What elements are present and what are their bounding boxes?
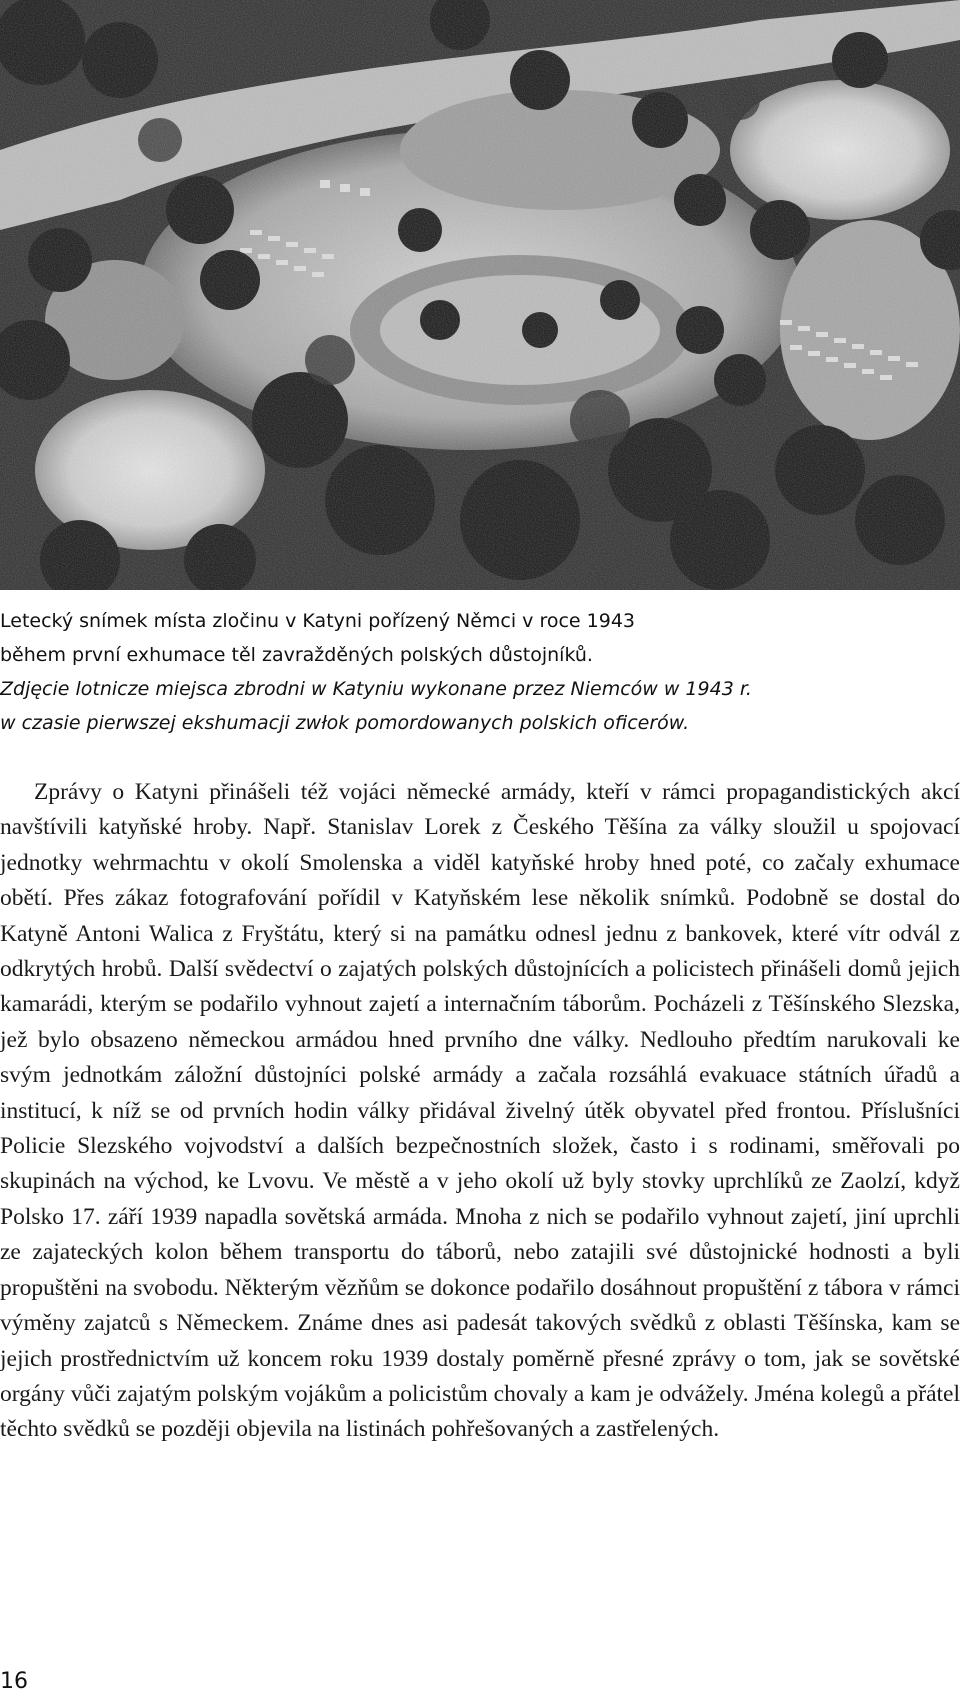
caption-czech-line-1: Letecký snímek místa zločinu v Katyni pořízený Němci v roce 1943 (0, 610, 636, 632)
page-number: 16 (0, 1669, 28, 1694)
caption-polish-line-1: Zdjęcie lotnicze miejsca zbrodni w Katyniu wykonane przez Niemców w 1943 r. (0, 678, 752, 700)
body-paragraph: Zprávy o Katyni přinášeli též vojáci německé armády, kteří v rámci propagandistických akcí navštívili katyňské hroby. Např. Stanislav Lorek z Českého Těšína za války sloužil u spojovací jednotky wehrmachtu v okolí Smolenska a viděl katyňské hroby hned poté, co začaly exhumace obětí. Přes zákaz fotografování pořídil v Katyňském lese několik snímků. Podobně se dostal do Katyně Antoni Walica z Fryštátu, který si na památku odnesl jednu z bankovek, které vítr odvál z odkrytých hrobů. Další svědectví o zajatých polských důstojnících a policistech přinášeli domů jejich kamarádi, kterým se podařilo vyhnout zajetí a internačním táborům. Pocházeli z Těšínského Slezska, jež bylo obsazeno německou armádou hned prvního dne války. Nedlouho předtím narukovali ke svým jednotkám záložní důstojníci polské armády a začala rozsáhlá evakuace státních úřadů a institucí, k níž se od prvních hodin války přidával živelný útěk obyvatel před frontou. Příslušníci Policie Slezského vojvodství a dalších bezpečnostních složek, často i s rodinami, směřovali po skupinách na východ, ke Lvovu. Ve městě a v jeho okolí už byly stovky uprchlíků ze Zaolzí, když Polsko 17. září 1939 napadla sovětská armáda. Mnoha z nich se podařilo vyhnout zajetí, jiní uprchli ze zajateckých kolon během transportu do táborů, nebo zatajili své důstojnické hodnosti a byli propuštěni na svobodu. Některým vězňům se dokonce podařilo dosáhnout propuštění z tábora v rámci výměny zajatců s Německem. Známe dnes asi padesát takových svědků z oblasti Těšínska, kam se jejich prostřednictvím už koncem roku 1939 dostaly poměrně přesné zprávy o tom, jak se sovětské orgány vůči zajatým polským vojákům a policistům chovaly a kam je odvážely. Jména kolegů a přátel těchto svědků se později objevila na listinách pohřešovaných a zastřelených. (0, 779, 960, 1443)
aerial-photo (0, 0, 960, 590)
figure-caption (0, 604, 960, 740)
aerial-photo-icon (0, 0, 960, 590)
caption-polish-line-2: w czasie pierwszej ekshumacji zwłok pomordowanych polskich oficerów. (0, 712, 690, 734)
caption-czech-line-2: během první exhumace těl zavražděných polských důstojníků. (0, 644, 593, 666)
